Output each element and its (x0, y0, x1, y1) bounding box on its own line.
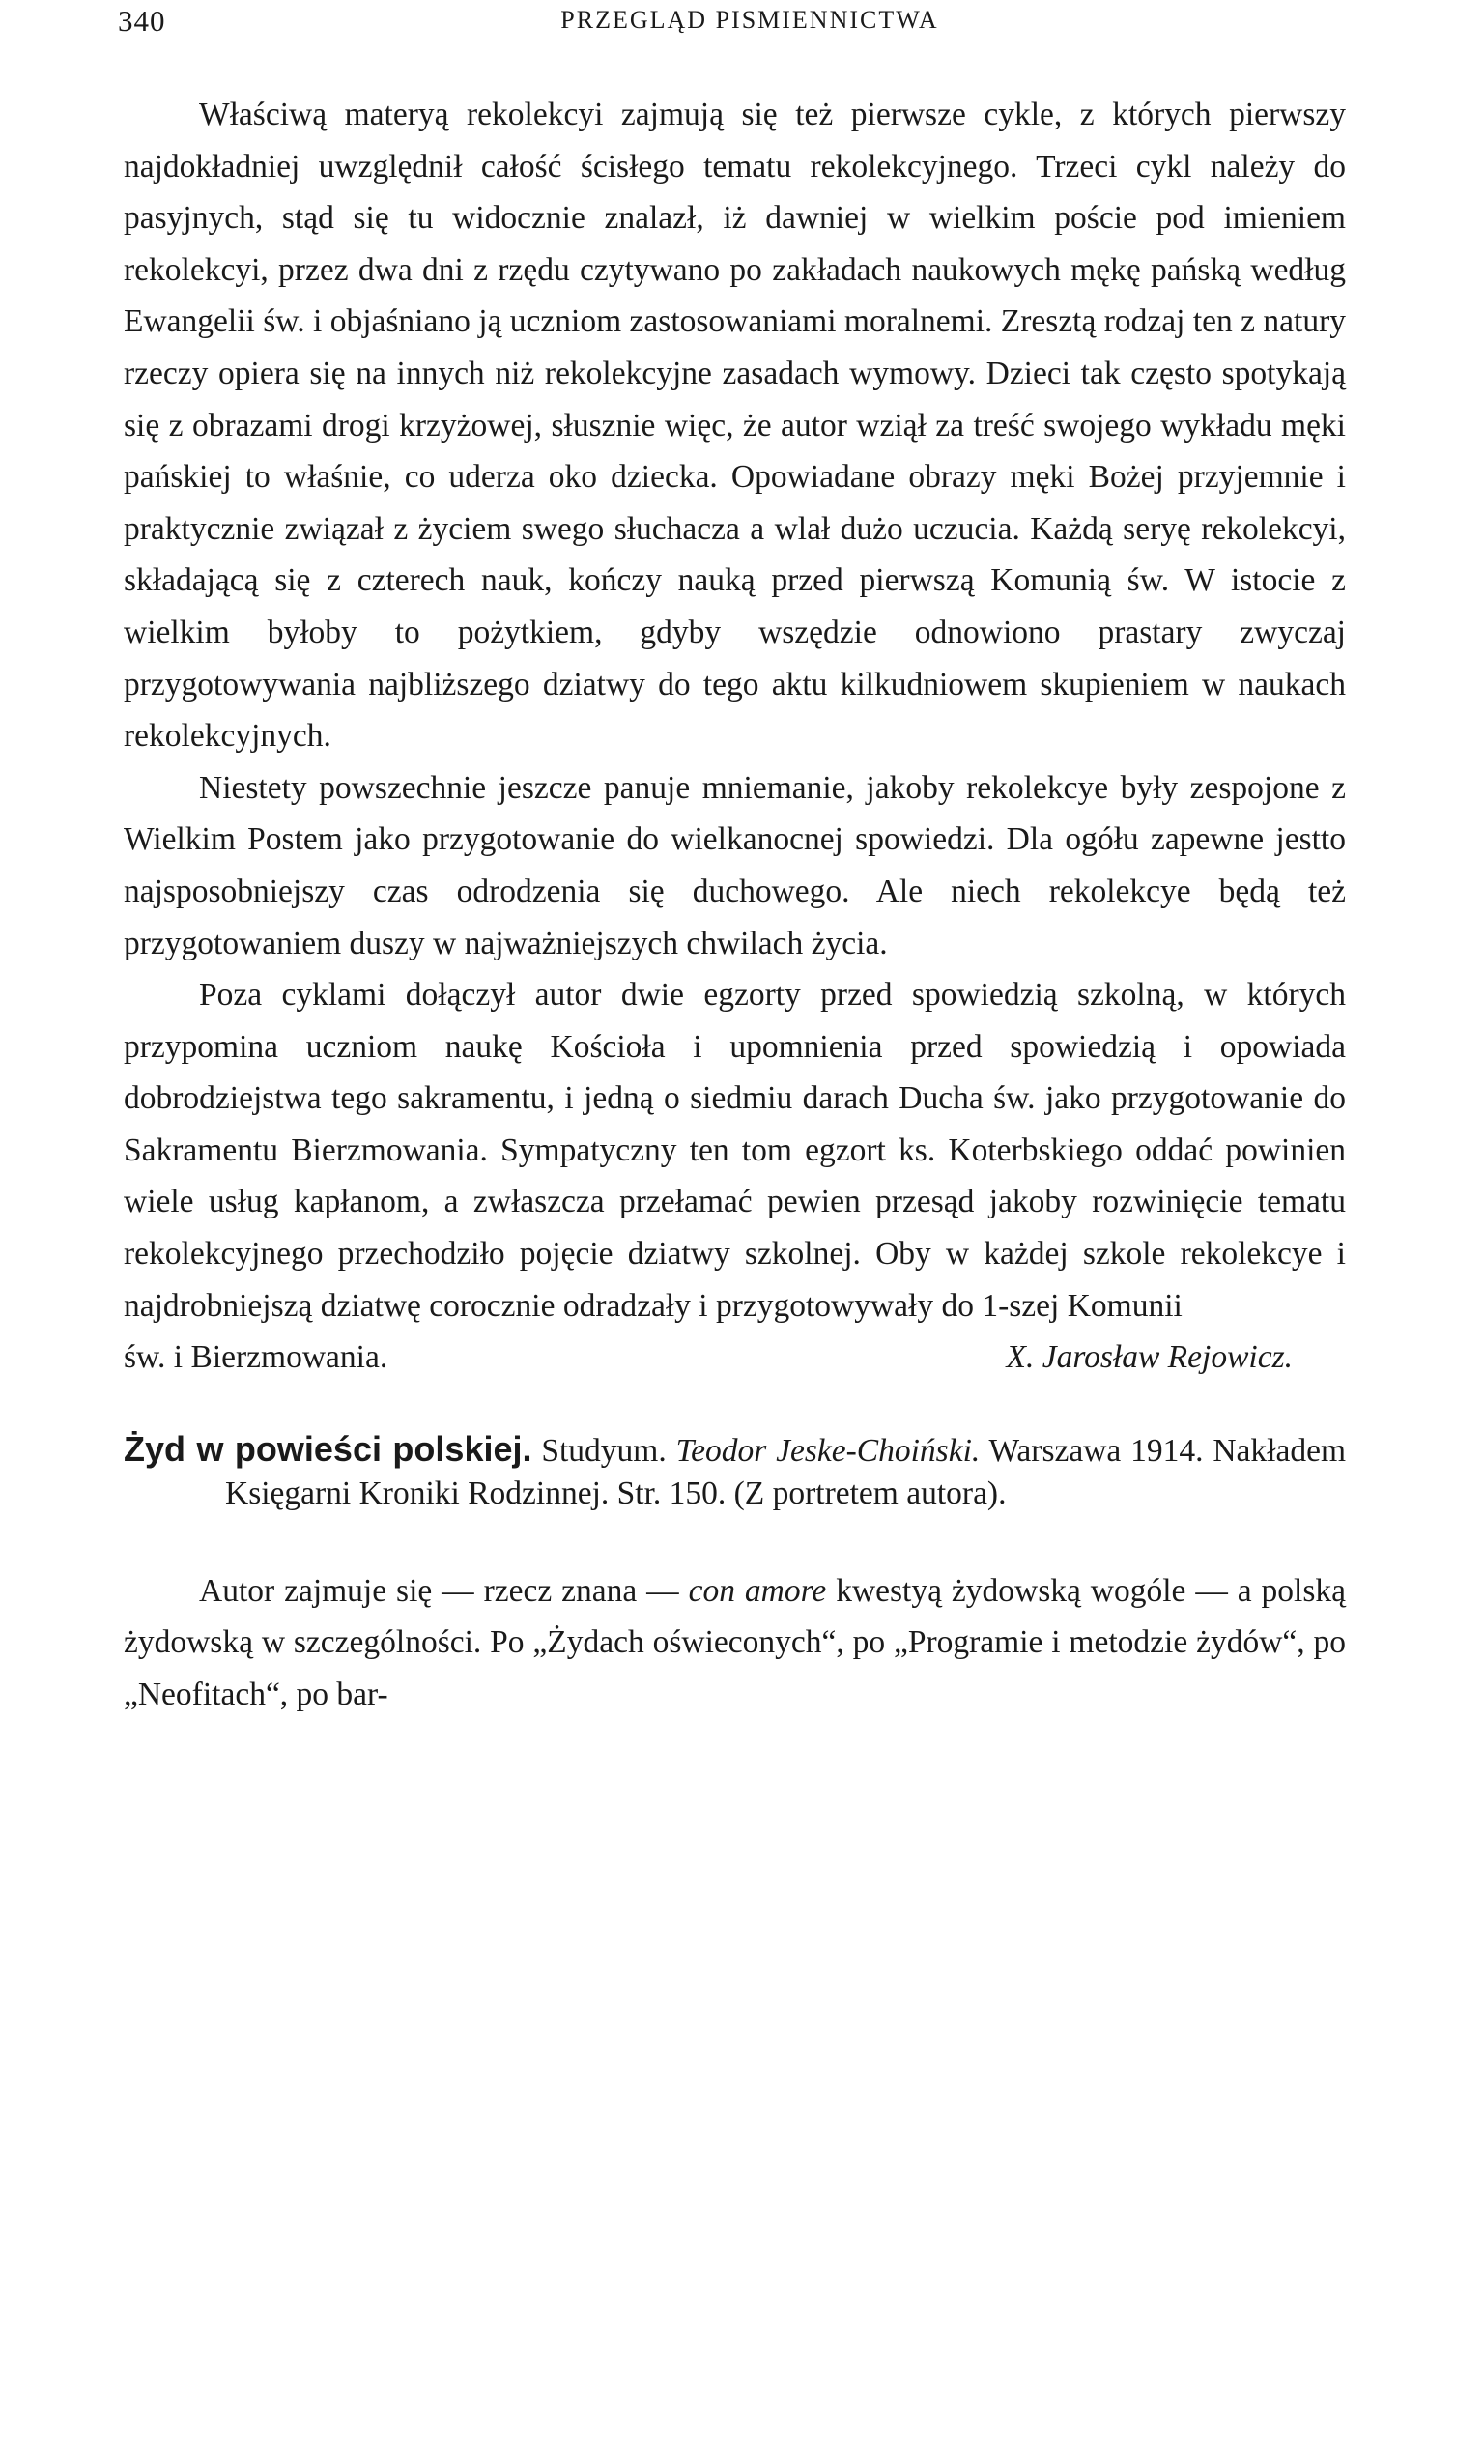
review-paragraph (124, 1565, 1346, 1721)
body-paragraph: Właściwą materyą rekolekcyi zajmują się też pierwsze cykle, z których pierwszy najdokładniej uwzględnił całość ścisłego tematu rekolekcyjnego. Trzeci cykl należy do pasyjnych, stąd się tu widocznie znalazł, iż dawniej w wielkim poście pod imieniem rekolekcyi, przez dwa dni z rzędu czytywano po zakładach naukowych mękę pańską według Ewangelii św. i objaśniano ją uczniom zastosowaniami moralnemi. Zresztą rodzaj ten z natury rzeczy opiera się na innych niż rekolekcyjne zasadach wymowy. Dzieci tak często spotykają się z obrazami drogi krzyżowej, słusznie więc, że autor wziął za treść swojego wykładu męki pańskiej to właśnie, co uderza oko dziecka. Opowiadane obrazy męki Bożej przyjemnie i praktycznie związał z życiem swego słuchacza a wlał dużo uczucia. Każdą seryę rekolekcyi, składającą się z czterech nauk, kończy nauką przed pierwszą Komunią św. W istocie z wielkim byłoby to pożytkiem, gdyby wszędzie odnowiono prastary zwyczaj przygotowywania najbliższego dziatwy do tego aktu kilkudniowem skupieniem w naukach rekolekcyjnych. (124, 97, 1346, 755)
body-paragraph: Poza cyklami dołączył autor dwie egzorty przed spowiedzią szkolną, w których przypomina uczniom naukę Kościoła i upomnienia przed spowiedzią i opowiada dobrodziejstwa tego sakramentu, i jedną o siedmiu darach Ducha św. jako przygotowanie do Sakramentu Bierzmowania. Sympatyczny ten tom egzort ks. Koterbskiego oddać powinien wiele usług kapłanom, a zwłaszcza przełamać pewien przesąd jakoby rozwinięcie tematu rekolekcyjnego przechodziło pojęcie dziatwy szkolnej. Oby w każdej szkole rekolekcye i najdrobniejszą dziatwę corocznie odradzały i przygotowywały do 1-szej Komunii (124, 977, 1346, 1324)
review-text-part: kwestyą żydowską wogóle — a polską żydowską w szczególności. Po „Żydach oświeconych“, po „Programie i metodzie żydów“, po „Neofitach“, po bar- (124, 1572, 1346, 1713)
book-entry (124, 1428, 1346, 1515)
running-head (118, 0, 1343, 48)
page-number: 340 (118, 4, 166, 38)
book-author: Teodor Jeske-Choiński. (675, 1432, 981, 1469)
book-publication: Warszawa 1914. Nakładem Księgarni Kroniki Rodzinnej. Str. 150. (Z portretem autora). (225, 1432, 1347, 1511)
reviewer-signature: X. Jarosław Rejowicz. (1006, 1339, 1293, 1376)
book-title: Żyd w powieści polskiej. (124, 1428, 532, 1469)
book-subtitle: Studyum. (541, 1432, 667, 1469)
body-paragraph: Niestety powszechnie jeszcze panuje mniemanie, jakoby rekolekcye były zespojone z Wielkim Postem jako przygotowanie do wielkanocnej spowiedzi. Dla ogółu zapewne jestto najsposobniejszy czas odrodzenia się duchowego. Ale niech rekolekcye będą też przygotowaniem duszy w najważniejszych chwilach życia. (124, 769, 1346, 961)
page-body (124, 89, 1346, 1721)
signature-line (124, 1332, 1346, 1384)
review-italic-phrase: con amore (688, 1572, 827, 1609)
running-title: PRZEGLĄD PISMIENNICTWA (560, 6, 939, 34)
final-line: św. i Bierzmowania. (124, 1339, 388, 1376)
review-text-part: Autor zajmuje się — rzecz znana — (199, 1572, 689, 1609)
